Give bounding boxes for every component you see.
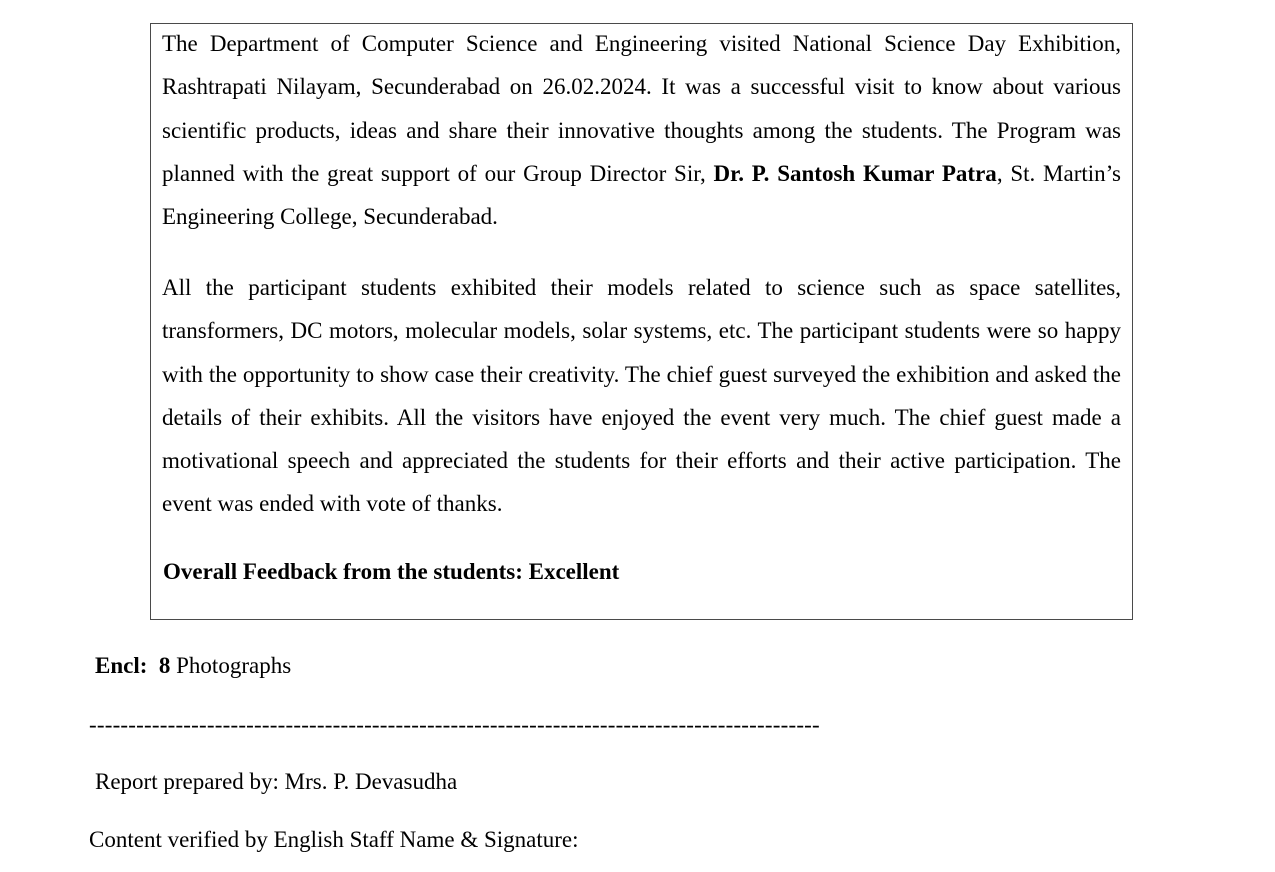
report-paragraph-exhibits: All the participant students exhibited their models related to science such as space satellites, transformers, DC motors, molecular models, solar systems, etc. The participant students were so happy with the opportunity to show case their creativity. The chief guest surveyed the exhibition and asked the details of their exhibits. All the visitors have enjoyed the event very much. The chief guest made a motivational speech and appreciated the students for their efforts and their active participation. The event was ended with vote of thanks. (162, 275, 1121, 517)
content-verified-by: Content verified by English Staff Name & Signature: (89, 827, 579, 852)
report-summary-box (150, 23, 1133, 620)
enclosure-label: Encl: (95, 653, 148, 678)
enclosure-count: 8 (158, 653, 171, 678)
director-name: Dr. P. Santosh Kumar Patra (713, 160, 997, 186)
overall-feedback: Overall Feedback from the students: Excellent (163, 559, 620, 584)
college-name-text: , St. Martin’s Engineering College, Secunderabad. (162, 160, 1121, 230)
enclosure-line (95, 650, 291, 682)
paragraph-visit-text: The Department of Computer Science and Engineering visited National Science Day Exhibition, Rashtrapati Nilayam, Secunderabad on 26.02.2024. It was a successful visit to know about various scientific products, ideas and share their innovative thoughts among the students. The Program was planned with the great support of our Group Director Sir, (162, 31, 1121, 186)
report-prepared-by: Report prepared by: Mrs. P. Devasudha (95, 769, 458, 794)
enclosure-item: Photographs (176, 653, 292, 678)
dashed-separator: --------------------------------------------------------------------------------------------- (89, 712, 820, 737)
report-paragraph-visit (162, 22, 1121, 238)
